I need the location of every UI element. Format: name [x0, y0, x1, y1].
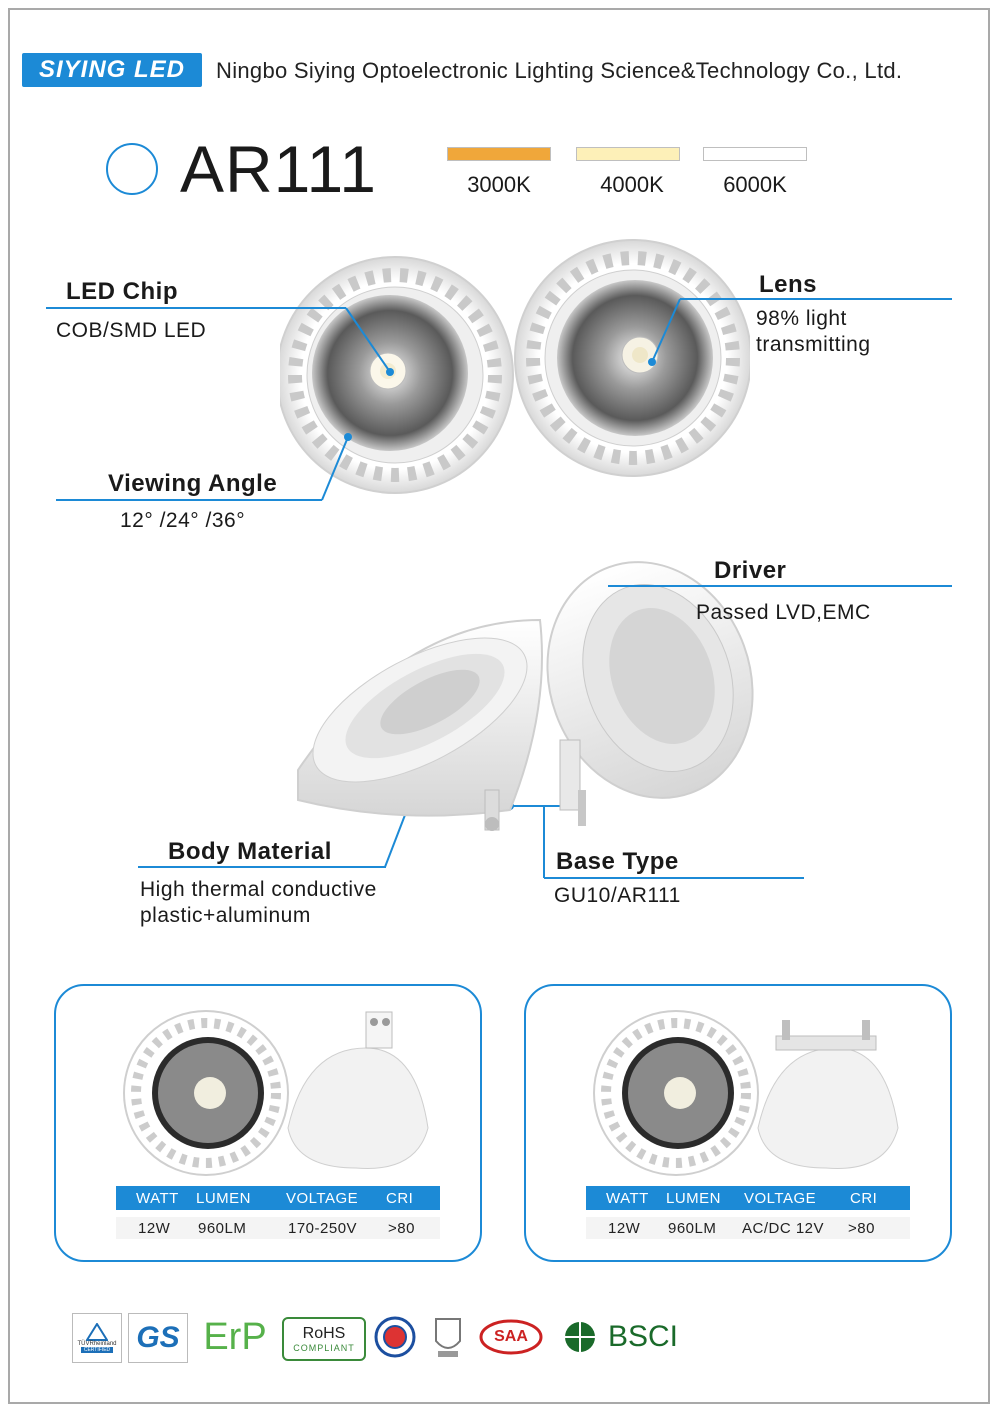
- spec-2-watt: 12W: [608, 1219, 641, 1237]
- tuv-label: TÜVRheinland: [77, 1341, 117, 1347]
- company-name: Ningbo Siying Optoelectronic Lighting Science&Technology Co., Ltd.: [216, 58, 903, 83]
- body-material-line: [138, 866, 386, 868]
- spec-2-voltage: AC/DC 12V: [742, 1219, 825, 1237]
- spec-1-cri: >80: [388, 1219, 415, 1237]
- gu10-lamp-image: [116, 1008, 436, 1178]
- round-cert-logo: [372, 1313, 418, 1361]
- driver-text: Passed LVD,EMC: [696, 601, 871, 624]
- product-panel-gu10: [54, 984, 482, 1262]
- spec-header-2: [586, 1186, 910, 1210]
- bureau-veritas-icon: [432, 1315, 464, 1359]
- saa-logo: [478, 1313, 544, 1361]
- driver-title: Driver: [714, 557, 787, 584]
- spec-1-voltage: 170-250V: [288, 1219, 358, 1237]
- rohs-logo: [282, 1317, 366, 1361]
- spec-2-header-voltage: VOLTAGE: [744, 1189, 817, 1207]
- tuv-triangle-icon: [86, 1323, 108, 1341]
- swatch-label-4000k: 4000K: [600, 172, 664, 197]
- product-title: AR111: [180, 132, 378, 206]
- driver-line: [608, 585, 952, 587]
- bsci-logo: [552, 1313, 682, 1361]
- spec-1-header-lumen: LUMEN: [196, 1189, 252, 1207]
- spec-2-header-watt: WATT: [606, 1189, 649, 1207]
- erp-logo: [196, 1313, 274, 1361]
- spec-2-cri: >80: [848, 1219, 875, 1237]
- base-type-text: GU10/AR111: [554, 884, 681, 907]
- round-cert-icon: [374, 1316, 416, 1358]
- swatch-label-6000k: 6000K: [723, 172, 787, 197]
- spec-header-1: [116, 1186, 440, 1210]
- tuv-sub-label: CERTIFIED: [81, 1347, 113, 1353]
- led-chip-text: COB/SMD LED: [56, 319, 207, 342]
- body-material-text-2: plastic+aluminum: [140, 904, 311, 927]
- bsci-label: BSCI: [607, 1320, 679, 1353]
- spec-1-header-voltage: VOLTAGE: [286, 1189, 359, 1207]
- lamp-side-left: [291, 609, 548, 831]
- rohs-sub-label: COMPLIANT: [293, 1343, 355, 1353]
- rohs-label: RoHS: [302, 1325, 346, 1342]
- spec-1-watt: 12W: [138, 1219, 171, 1237]
- viewing-angle-title: Viewing Angle: [108, 470, 278, 497]
- spec-1-header-cri: CRI: [386, 1189, 414, 1207]
- base-type-title: Base Type: [556, 848, 679, 875]
- body-material-title: Body Material: [168, 838, 332, 865]
- swatch-label-3000k: 3000K: [467, 172, 531, 197]
- bureau-veritas-logo: [428, 1313, 468, 1361]
- spec-row-1: [116, 1217, 440, 1239]
- spec-1-lumen: 960LM: [198, 1219, 247, 1237]
- gs-logo: [128, 1313, 188, 1363]
- gs-label: GS: [136, 1321, 180, 1354]
- lens-text-2: transmitting: [756, 333, 871, 356]
- logo-text: SIYING LED: [38, 56, 186, 83]
- ar111-lamp-image: [586, 1008, 906, 1178]
- spec-2-header-cri: CRI: [850, 1189, 878, 1207]
- body-material-text-1: High thermal conductive: [140, 878, 377, 901]
- spec-row-2: [586, 1217, 910, 1239]
- bsci-globe-icon: [556, 1320, 604, 1354]
- led-chip-title: LED Chip: [66, 278, 178, 305]
- product-panel-ar111: [524, 984, 952, 1262]
- saa-label: SAA: [494, 1328, 528, 1345]
- spec-2-header-lumen: LUMEN: [666, 1189, 722, 1207]
- tuv-logo: [72, 1313, 122, 1363]
- erp-label: ErP: [203, 1315, 267, 1358]
- side-lamps-image: [290, 560, 760, 840]
- spec-2-lumen: 960LM: [668, 1219, 717, 1237]
- lens-title: Lens: [759, 271, 818, 298]
- lens-text-1: 98% light: [756, 307, 847, 330]
- spec-1-header-watt: WATT: [136, 1189, 179, 1207]
- viewing-angle-text: 12° /24° /36°: [120, 509, 246, 532]
- base-type-line: [544, 877, 804, 879]
